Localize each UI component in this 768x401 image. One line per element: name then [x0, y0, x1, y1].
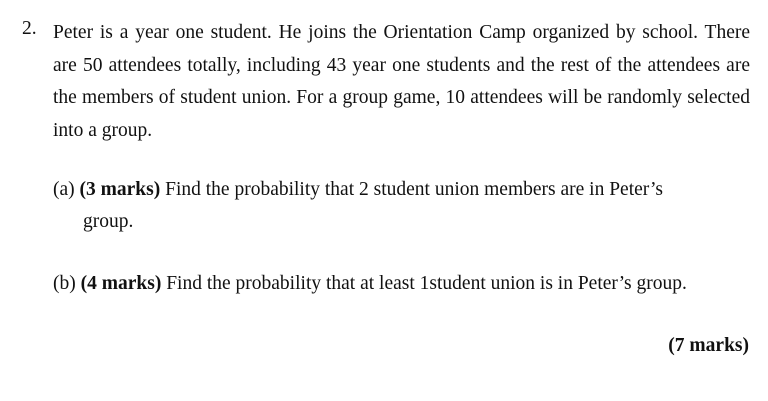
total-marks: (7 marks): [668, 335, 749, 356]
part-a-text-line1: [53, 174, 750, 206]
part-b-label: (b): [53, 273, 76, 294]
part-a-label: (a): [53, 179, 75, 200]
part-a-question-text: Find the probability that 2 student union members are in Peter’s: [165, 179, 663, 200]
part-b-marks: (4 marks): [80, 273, 162, 294]
question-stem: Peter is a year one student. He joins the Orientation Camp organized by school. There are 50 attendees totally, including 43 year one students and the rest of the attendees are the members of student union. For a group game, 10 attendees will be randomly selected into a group.: [53, 22, 750, 141]
part-b-question-text: Find the probability that at least 1student union is in Peter’s group.: [166, 273, 687, 294]
part-b: [53, 268, 750, 300]
question-number: 2.: [22, 18, 37, 39]
part-a-question-text-continued: group.: [83, 211, 134, 232]
part-a-marks: (3 marks): [79, 179, 161, 200]
part-a: [53, 174, 750, 238]
